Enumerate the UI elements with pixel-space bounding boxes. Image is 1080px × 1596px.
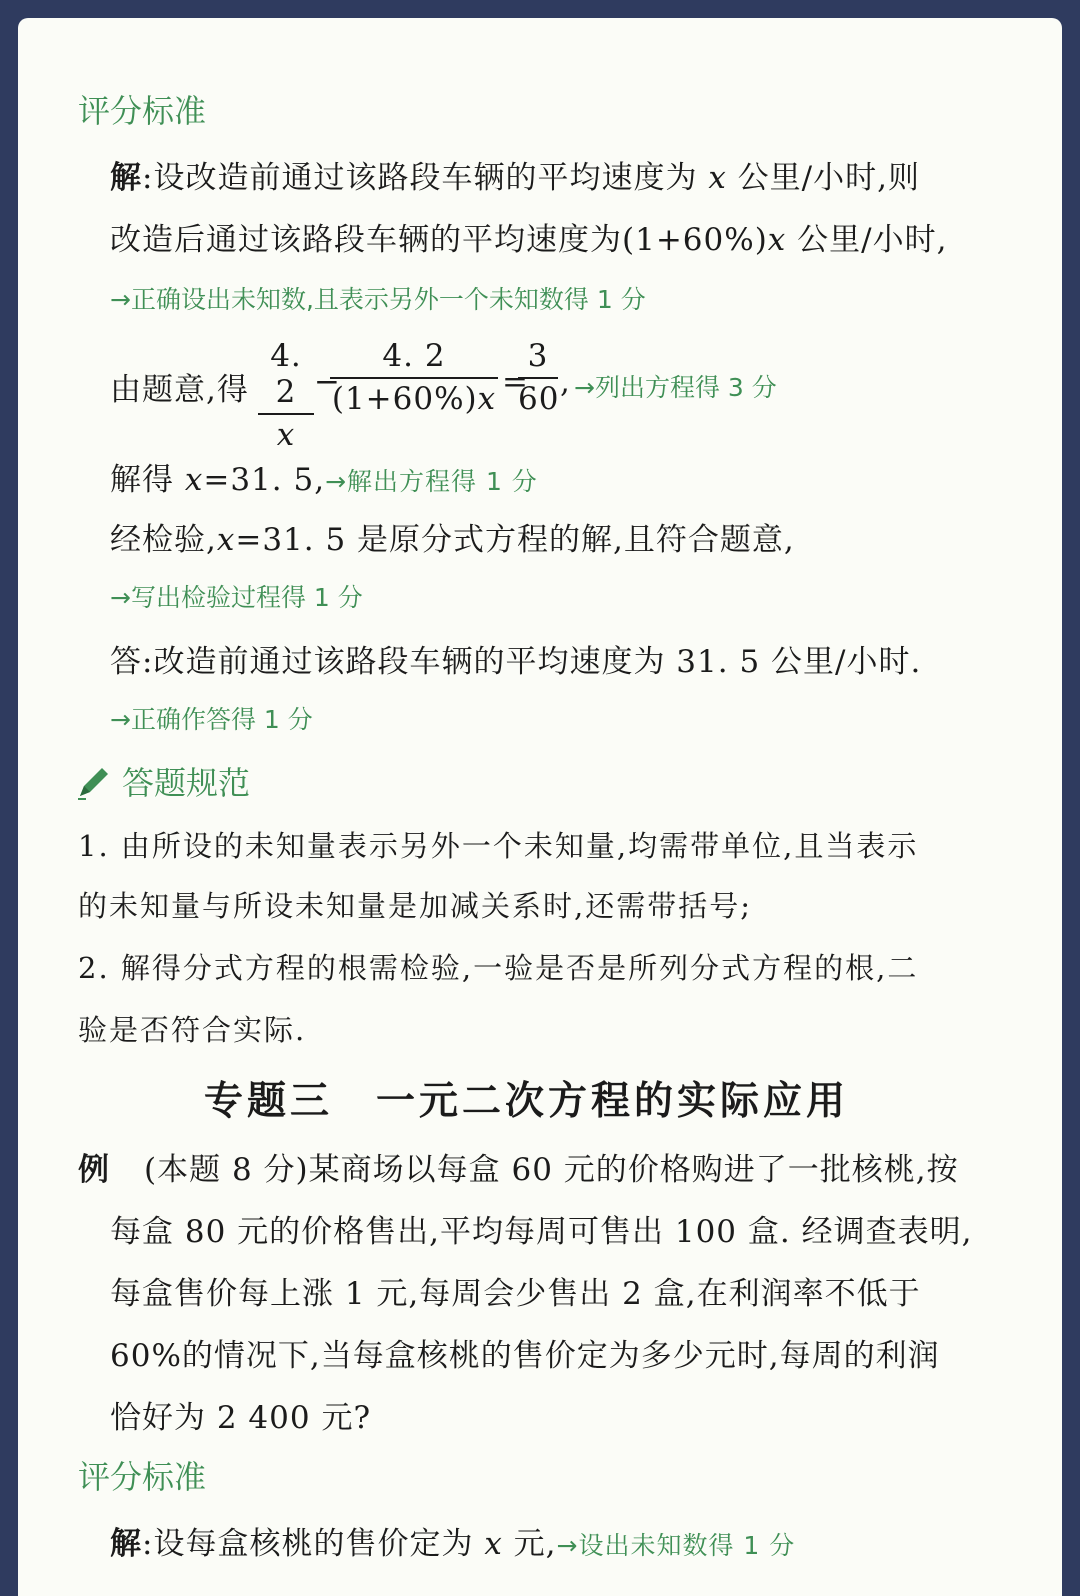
- answer-line: 答:改造前通过该路段车辆的平均速度为 31. 5 公里/小时.: [110, 644, 922, 680]
- solution-line-2: 改造后通过该路段车辆的平均速度为(1+60%)x 公里/小时,: [110, 222, 948, 258]
- example-line: 恰好为 2 400 元?: [110, 1400, 372, 1436]
- equation-suffix: ,: [560, 364, 571, 400]
- solve-line: 解得 x=31. 5,→解出方程得 1 分: [110, 462, 538, 498]
- solution-line-1: 解:设改造前通过该路段车辆的平均速度为 x 公里/小时,则: [110, 160, 920, 196]
- variable-x: x: [708, 160, 727, 196]
- score-note: →正确作答得 1 分: [110, 705, 313, 734]
- equation-prefix: 由题意,得: [110, 372, 249, 408]
- fraction-2: 4. 2 (1+60%)x: [331, 338, 497, 417]
- solution-line: 解:设每盒核桃的售价定为 x 元,→设出未知数得 1 分: [110, 1526, 796, 1562]
- minus-sign: −: [314, 364, 341, 400]
- score-note: →列出方程得 3 分: [574, 373, 777, 402]
- norm-line: 1. 由所设的未知量表示另外一个未知量,均需带单位,且当表示: [78, 829, 919, 863]
- pencil-icon: [74, 762, 114, 802]
- score-note: →解出方程得 1 分: [325, 467, 538, 496]
- fraction-3: 3 60: [518, 338, 560, 417]
- fraction-1: 4. 2 x: [258, 338, 314, 453]
- score-note: →写出检验过程得 1 分: [110, 583, 363, 612]
- norms-heading: 答题规范: [122, 764, 251, 802]
- example-label: 例: [78, 1152, 110, 1188]
- document-page: [18, 18, 1062, 1596]
- score-note: →设出未知数得 1 分: [556, 1531, 796, 1560]
- scoring-heading: 评分标准: [78, 92, 207, 130]
- example-line: 每盒 80 元的价格售出,平均每周可售出 100 盒. 经调查表明,: [110, 1214, 973, 1250]
- norm-line: 的未知量与所设未知量是加减关系时,还需带括号;: [78, 889, 752, 923]
- check-line: 经检验,x=31. 5 是原分式方程的解,且符合题意,: [110, 522, 795, 558]
- example-line: (本题 8 分)某商场以每盒 60 元的价格购进了一批核桃,按: [144, 1152, 959, 1188]
- solution-label: 解: [110, 1526, 142, 1562]
- score-note: →正确设出未知数,且表示另外一个未知数得 1 分: [110, 285, 646, 314]
- example-line: 60%的情况下,当每盒核桃的售价定为多少元时,每周的利润: [110, 1338, 940, 1374]
- norm-line: 2. 解得分式方程的根需检验,一验是否是所列分式方程的根,二: [78, 951, 919, 985]
- solution-label: 解: [110, 160, 142, 196]
- norm-line: 验是否符合实际.: [78, 1013, 307, 1047]
- scoring-heading: 评分标准: [78, 1458, 207, 1496]
- equals-sign: =: [502, 364, 529, 400]
- example-line: 每盒售价每上涨 1 元,每周会少售出 2 盒,在利润率不低于: [110, 1276, 921, 1312]
- topic-title: 专题三 一元二次方程的实际应用: [204, 1079, 850, 1124]
